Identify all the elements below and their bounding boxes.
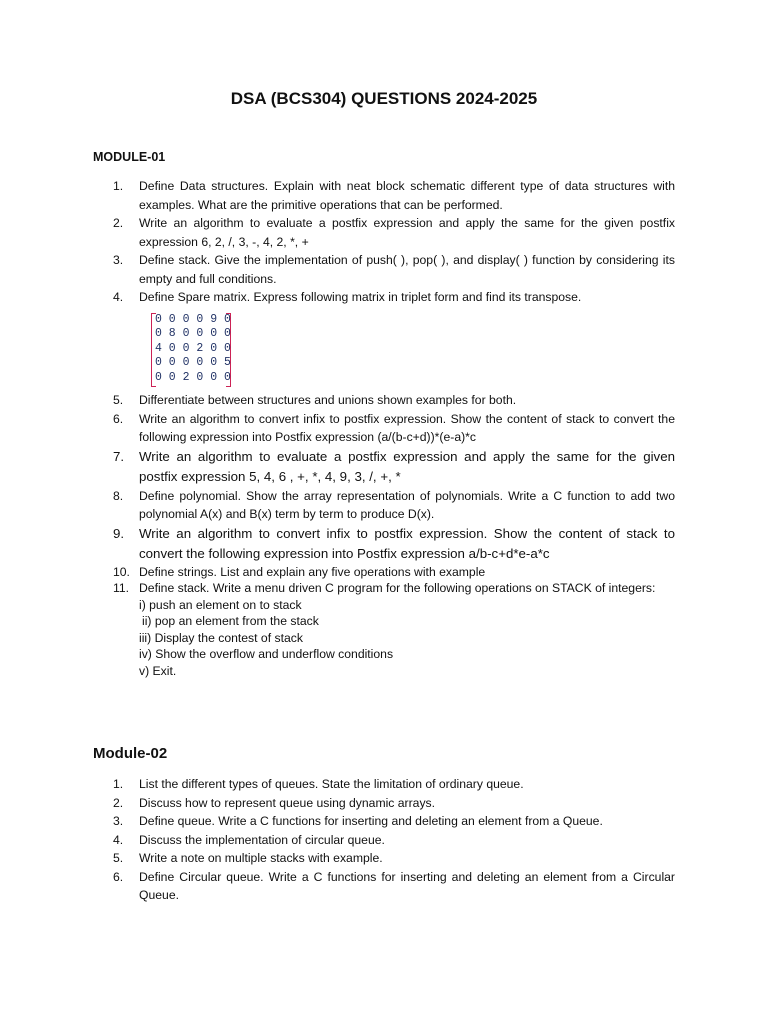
question-number: 4. [113, 290, 124, 304]
question-text: Write an algorithm to evaluate a postfix expression and apply the same for the given postfix expression 6, 2, /, 3, -, 4, 2, *, + [139, 216, 675, 249]
question-item [93, 812, 675, 831]
question-item [93, 580, 675, 679]
question-item [93, 251, 675, 288]
question-text: Define polynomial. Show the array representation of polynomials. Write a C function to add two polynomial A(x) and B(x) term by term to produce D(x). [139, 488, 675, 521]
question-item [93, 410, 675, 447]
module-02-question-list [93, 775, 675, 905]
question-text: Write an algorithm to convert infix to postfix expression. Show the content of stack to convert the following expression into Postfix expression a/b-c+d*e-a*c [139, 525, 675, 561]
question-text: Define stack. Give the implementation of push( ), pop( ), and display( ) function by considering its empty and full conditions. [139, 253, 675, 286]
matrix-row: 0 8 0 0 0 0 [155, 327, 231, 341]
question-number: 2. [113, 795, 124, 810]
matrix-row: 0 0 2 0 0 0 [155, 370, 231, 384]
question-item [93, 447, 675, 487]
question-text: List the different types of queues. State the limitation of ordinary queue. [139, 777, 524, 791]
question-number: 5. [113, 851, 124, 865]
question-text: Define Circular queue. Write a C functions for inserting and deleting an element from a Circular Queue. [139, 869, 675, 902]
sub-option: v) Exit. [139, 663, 177, 678]
question-number: 4. [113, 832, 124, 847]
question-text: Write a note on multiple stacks with example. [139, 851, 383, 865]
question-number: 7. [113, 448, 125, 464]
sub-option: ii) pop an element from the stack [142, 614, 319, 628]
sub-option: iv) Show the overflow and underflow conditions [139, 647, 394, 661]
question-text: Discuss the implementation of circular queue. [139, 832, 385, 847]
question-number: 9. [113, 525, 125, 541]
matrix-row: 0 0 0 0 0 5 [155, 356, 231, 370]
question-text: Write an algorithm to evaluate a postfix expression and apply the same for the given postfix expression 5, 4, 6 , +, *, 4, 9, 3, /, +, * [139, 448, 675, 484]
module-01-question-list-part-a [93, 177, 675, 307]
question-item [93, 794, 675, 813]
question-item [93, 868, 675, 905]
question-number: 10. [113, 564, 130, 579]
question-number: 11. [113, 581, 130, 595]
question-item [93, 775, 675, 794]
question-item [93, 288, 675, 307]
question-item [93, 487, 675, 524]
question-text: Define stack. Write a menu driven C program for the following operations on STACK of integers: [139, 581, 656, 595]
question-number: 3. [113, 814, 124, 828]
question-number: 3. [113, 253, 124, 267]
sparse-matrix [151, 313, 231, 387]
question-number: 1. [113, 179, 124, 193]
question-number: 5. [113, 393, 124, 407]
matrix-row: 0 0 0 0 9 0 [155, 313, 231, 326]
document-title: DSA (BCS304) QUESTIONS 2024-2025 [230, 89, 538, 108]
question-item [93, 391, 675, 410]
question-item [93, 177, 675, 214]
question-text: Define Spare matrix. Express following matrix in triplet form and find its transpose. [139, 290, 582, 304]
module-02-heading: Module-02 [93, 745, 168, 762]
question-text: Define Data structures. Explain with neat block schematic different type of data structures with examples. What are the primitive operations that can be performed. [139, 179, 675, 212]
module-01-question-list-part-b [93, 391, 675, 679]
question-item [93, 831, 675, 850]
question-text: Discuss how to represent queue using dynamic arrays. [139, 795, 436, 810]
question-item [93, 214, 675, 251]
question-text: Define strings. List and explain any five operations with example [139, 564, 486, 579]
question-item [93, 524, 675, 564]
question-number: 1. [113, 777, 124, 791]
sub-option: i) push an element on to stack [139, 597, 302, 612]
question-text: Define queue. Write a C functions for inserting and deleting an element from a Queue. [139, 814, 603, 828]
module-01-heading: MODULE-01 [93, 150, 166, 164]
question-item [93, 564, 675, 581]
question-number: 6. [113, 411, 124, 426]
question-text: Differentiate between structures and unions shown examples for both. [139, 393, 517, 407]
question-item [93, 849, 675, 868]
question-text: Write an algorithm to convert infix to postfix expression. Show the content of stack to convert the following expression into Postfix expression (a/(b-c+d))*(e-a)*c [139, 411, 675, 444]
sub-option: iii) Display the contest of stack [139, 630, 303, 645]
matrix-row: 4 0 0 2 0 0 [155, 341, 231, 355]
question-number: 2. [113, 216, 124, 230]
question-number: 6. [113, 869, 124, 884]
question-number: 8. [113, 488, 124, 503]
